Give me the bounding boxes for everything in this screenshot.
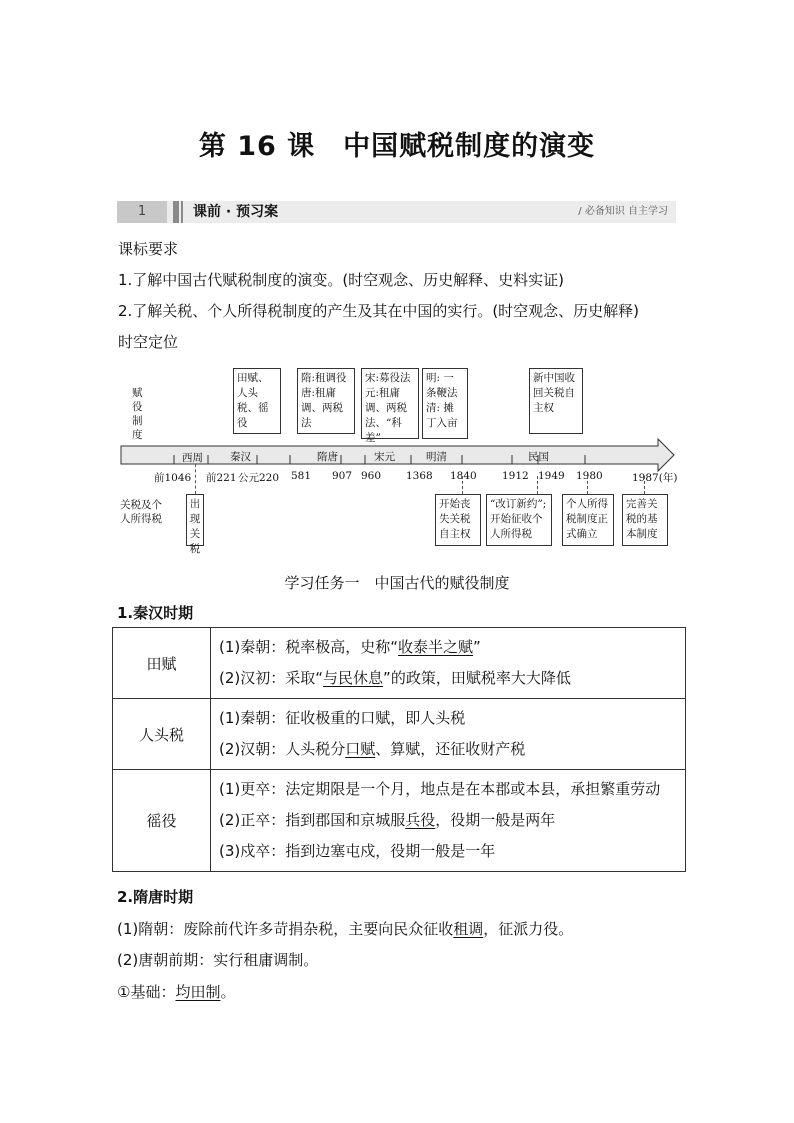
section-banner [117,201,676,223]
year-label: 907 [332,470,353,482]
row-key: 田赋 [113,628,211,699]
section-qinhan: 1.秦汉时期 [117,604,194,622]
banner-label: 课前 · 预习案 [193,204,279,220]
connector [537,476,538,494]
connector [587,476,588,494]
connector [462,476,463,494]
banner-number: 1 [117,201,167,223]
section-suitang: 2.隋唐时期 [117,888,194,906]
timeline-box-1987: 完善关税的基本制度 [622,494,668,546]
timeline-box-1840: 开始丧失关税自主权 [435,494,481,546]
period-label: 西周 [182,452,203,464]
connector [195,464,196,494]
table-row [113,699,686,770]
table-row [113,628,686,699]
timeline-box-zhou: 出现关税 [186,494,204,546]
banner-divider [173,201,179,223]
row-line: (2)汉初：采取“与民休息”的政策，田赋税率大大降低 [219,669,571,687]
paragraph: (1)隋朝：废除前代许多苛捐杂税，主要向民众征收租调，征派力役。 [117,920,574,938]
task-title: 学习任务一 中国古代的赋役制度 [284,574,510,592]
year-label: 1840 [450,470,477,482]
requirement-2: 2.了解关税、个人所得税制度的产生及其在中国的实行。(时空观念、历史解释) [118,302,640,320]
timeline-box-republic: “改订新约”;开始征收个人所得税 [486,494,552,546]
paragraph: ①基础：均田制。 [117,983,236,1001]
timeline [110,360,690,555]
row-line: (3)戍卒：指到边塞屯戍，役期一般是一年 [219,842,496,860]
timeline-box-songyuan: 宋:募役法元:租庸调、两税法、“科差” [361,368,419,439]
banner-divider [181,201,183,223]
year-label: 前221 [206,472,237,484]
timeline-top-label: 赋役制度 [132,386,148,442]
timeline-box-qinhan: 田赋、人头税、徭役 [233,368,281,434]
period-label: 民国 [528,451,549,463]
row-line: (2)汉朝：人头税分口赋、算赋，还征收财产税 [219,740,526,758]
qinhan-table [112,627,686,872]
timeline-heading: 时空定位 [118,333,179,351]
year-label: 前1046 [154,472,192,484]
row-line: (1)更卒：法定期限是一个月，地点是在本郡或本县，承担繁重劳动 [219,780,661,798]
row-line: (1)秦朝：征收极重的口赋，即人头税 [219,709,466,727]
timeline-box-1980: 个人所得税制度正式确立 [562,494,614,546]
timeline-bottom-label: 关税及个人所得税 [120,498,172,526]
row-line: (2)正卒：指到郡国和京城服兵役，役期一般是两年 [219,811,556,829]
row-key: 徭役 [113,770,211,872]
table-row [113,770,686,872]
row-content [211,699,686,770]
period-label: 明清 [426,451,447,463]
requirements-heading: 课标要求 [118,240,179,258]
paragraph: (2)唐朝前期：实行租庸调制。 [117,951,319,969]
row-content [211,770,686,872]
year-label: 1949 [538,470,565,482]
banner-tagline: / 必备知识 自主学习 [578,206,668,217]
timeline-box-prc: 新中国收回关税自主权 [529,368,583,434]
row-key: 人头税 [113,699,211,770]
period-label: 秦汉 [230,451,251,463]
year-label: 1980 [576,470,603,482]
year-label: 公元220 [238,472,280,484]
year-label: 1912 [502,470,529,482]
connector [644,476,645,494]
timeline-box-mingqing: 明: 一条鞭法清: 摊丁入亩 [422,368,468,439]
timeline-box-suitang: 隋:租调役唐:租庸调、两税法 [297,368,355,434]
year-label: 581 [291,470,312,482]
period-label: 宋元 [374,451,395,463]
year-label: 960 [361,470,382,482]
row-content [211,628,686,699]
requirement-1: 1.了解中国古代赋税制度的演变。(时空观念、历史解释、史料实证) [118,271,565,289]
period-label: 隋唐 [317,451,338,463]
row-line: (1)秦朝：税率极高，史称“收泰半之赋” [219,638,481,656]
page-title: 第 16 课 中国赋税制度的演变 [198,131,596,162]
year-label: 1987(年) [632,472,678,484]
year-label: 1368 [406,470,433,482]
